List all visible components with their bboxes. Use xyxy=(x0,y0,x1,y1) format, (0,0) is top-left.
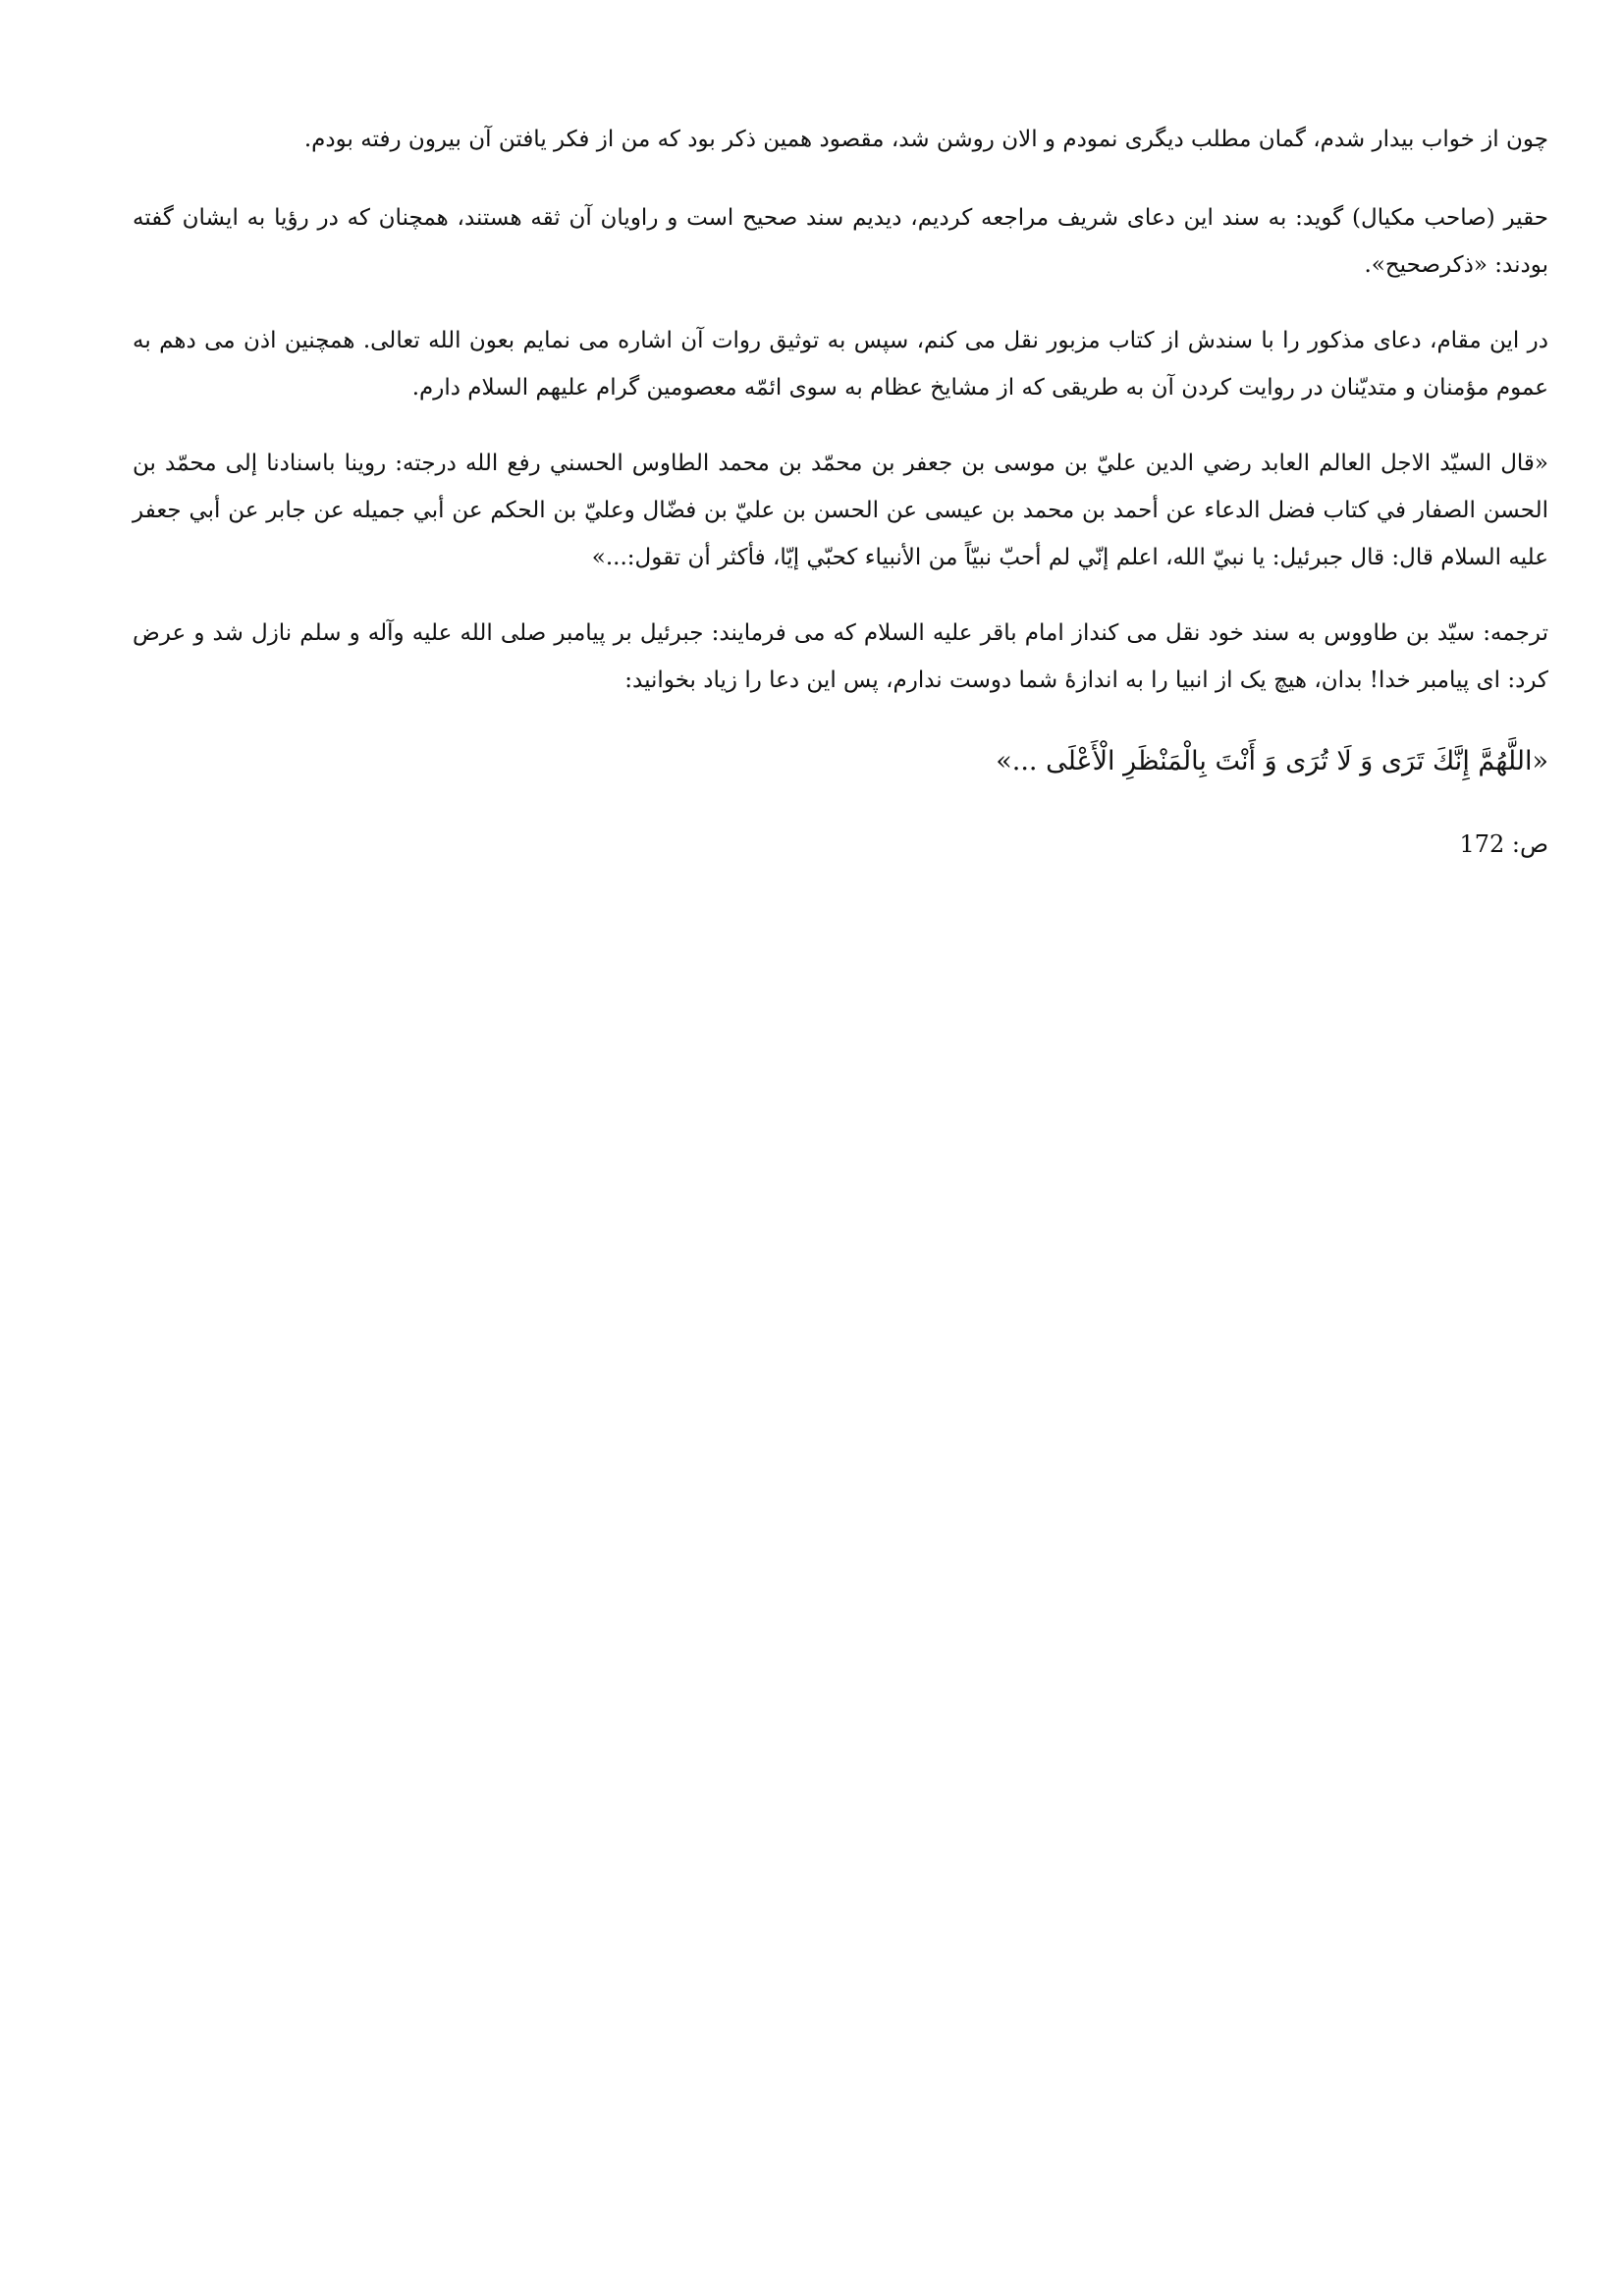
document-body xyxy=(133,116,1548,868)
paragraph-dream: چون از خواب بیدار شدم، گمان مطلب دیگری نمودم و الان روشن شد، مقصود همین ذکر بود که من از فکر یافتن آن بیرون رفته بودم. xyxy=(303,127,1548,152)
paragraph-arabic-narration: «قال السیّد الاجل العالم العابد رضي الدین عليّ بن موسى بن جعفر بن محمّد بن محمد الطاوس الحسني رفع الله درجته: روینا باسنادنا إلى محمّد بن الحسن الصفار في كتاب فضل الدعاء عن أحمد بن محمد بن عيسى عن الحسن بن عليّ بن فضّال وعليّ بن الحكم عن أبي جميله عن جابر عن أبي جعفر عليه السلام قال: قال جبرئيل: يا نبيّ الله، اعلم إنّي لم أحبّ نبيّاً من الأنبياء كحبّي إيّا، فأكثر أن تقول:...» xyxy=(133,451,1548,570)
paragraph-author-note: حقیر (صاحب مکیال) گوید: به سند این دعای شریف مراجعه کردیم، دیدیم سند صحیح است و راویان آن ثقه هستند، همچنان که در رؤیا به ایشان گفته بودند: «ذکرصحیح». xyxy=(133,205,1548,278)
paragraph-translation: ترجمه: سیّد بن طاووس به سند خود نقل می کنداز امام باقر علیه السلام که می فرمایند: جبرئیل بر پیامبر صلی الله علیه وآله و سلم نازل شد و عرض کرد: ای پیامبر خدا! بدان، هیچ یک از انبیا را به اندازهٔ شما دوست ندارم، پس این دعا را زیاد بخوانید: xyxy=(133,620,1548,693)
page-number: ص: 172 xyxy=(1459,830,1548,858)
supplication-quote: «اللَّهُمَّ إِنَّكَ تَرَى وَ لَا تُرَى وَ أَنْتَ بِالْمَنْظَرِ الْأَعْلَى ...» xyxy=(996,746,1548,776)
paragraph-chain-intro: در این مقام، دعای مذکور را با سندش از کتاب مزبور نقل می کنم، سپس به توثیق روات آن اشاره می نمایم بعون الله تعالی. همچنین اذن می دهم به عموم مؤمنان و متدیّنان در روایت کردن آن به طریقی که از مشایخ عظام به سوی ائمّه معصومین گرام علیهم السلام دارم. xyxy=(133,328,1548,400)
